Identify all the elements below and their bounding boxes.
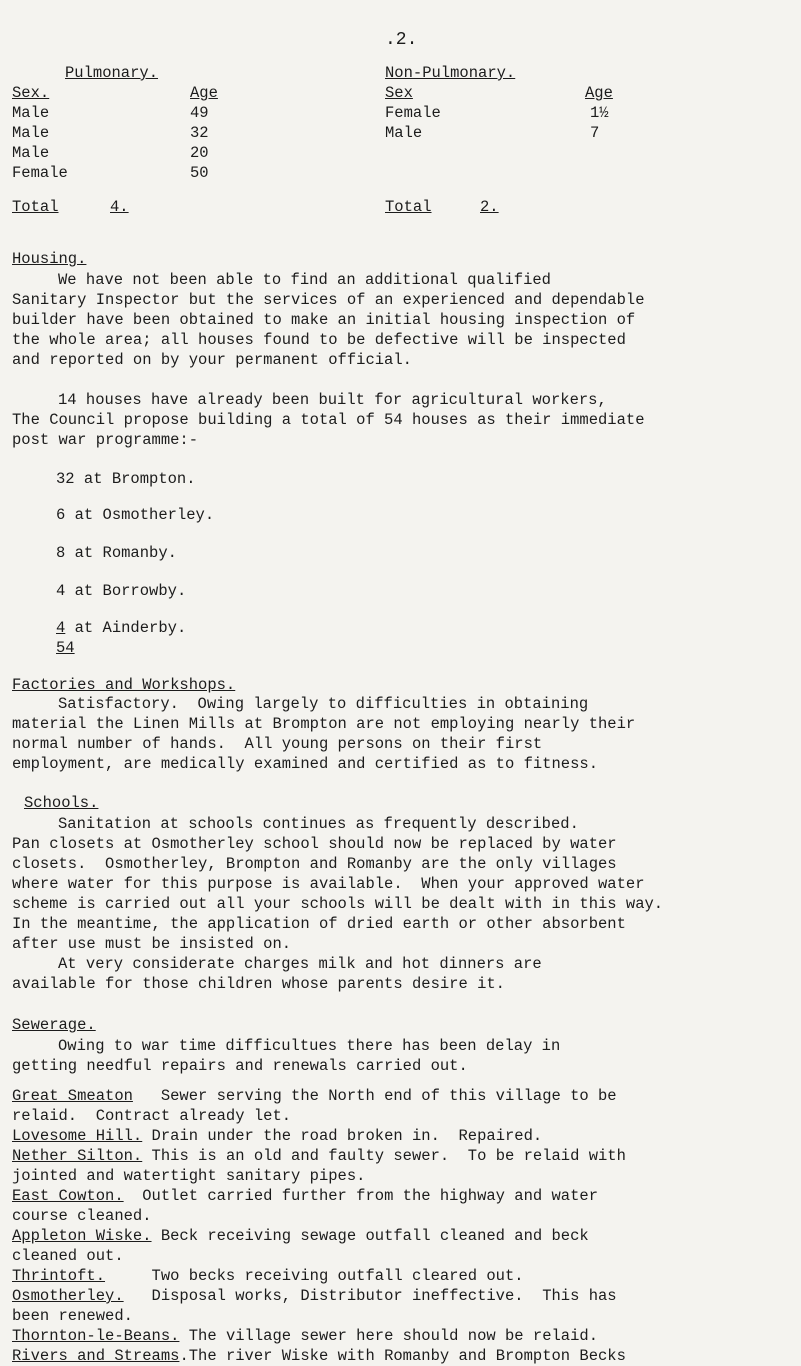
- item-text: been renewed.: [12, 1307, 133, 1325]
- item-text: Disposal works, Distributor ineffective. This has: [123, 1287, 617, 1305]
- text-line: the whole area; all houses found to be defective will be inspected: [12, 331, 626, 349]
- item-text: relaid. Contract already let.: [12, 1107, 292, 1125]
- item-text: This is an old and faulty sewer. To be relaid with: [142, 1147, 626, 1165]
- text-line: scheme is carried out all your schools will be dealt with in this way.: [12, 895, 664, 913]
- text-line: after use must be insisted on.: [12, 935, 292, 953]
- pulmonary-row-age: 49: [190, 104, 209, 122]
- non-pulmonary-col-sex: Sex: [385, 84, 413, 102]
- factories-heading: Factories and Workshops.: [12, 676, 236, 694]
- item-text: course cleaned.: [12, 1207, 152, 1225]
- schools-paragraph: [12, 814, 792, 994]
- text-line: closets. Osmotherley, Brompton and Romanby are the only villages: [12, 855, 617, 873]
- schools-heading: Schools.: [24, 794, 99, 812]
- text-line: normal number of hands. All young persons on their first: [12, 735, 543, 753]
- pulmonary-row-sex: Male: [12, 124, 50, 142]
- item-place: Lovesome Hill.: [12, 1127, 143, 1145]
- housing-town-item: [56, 544, 177, 562]
- sewerage-paragraph: [12, 1036, 792, 1076]
- pulmonary-row-sex: Female: [12, 164, 68, 182]
- pulmonary-row-sex: Male: [12, 144, 50, 162]
- housing-town-total: 54: [56, 639, 75, 657]
- text-line: At very considerate charges milk and hot dinners are: [58, 955, 542, 973]
- text-line: Satisfactory. Owing largely to difficulties in obtaining: [58, 695, 589, 713]
- sewerage-item: [12, 1306, 792, 1326]
- non-pulmonary-total-value: 2.: [480, 198, 499, 216]
- text-line: available for those children whose parents desire it.: [12, 975, 505, 993]
- non-pulmonary-row-sex: Female: [385, 104, 441, 122]
- pulmonary-total-label: Total: [12, 198, 59, 216]
- page-number: .2.: [385, 30, 418, 50]
- item-place: Nether Silton.: [12, 1147, 143, 1165]
- item-text: .The river Wiske with Romanby and Brompton Becks: [179, 1347, 626, 1365]
- item-place: Thornton-le-Beans.: [12, 1327, 180, 1345]
- housing-town-item: [40, 619, 186, 637]
- item-place: Thrintoft.: [12, 1267, 106, 1285]
- non-pulmonary-heading: Non-Pulmonary.: [385, 64, 516, 82]
- sewerage-item: [12, 1186, 792, 1206]
- text-line: where water for this purpose is available. When your approved water: [12, 875, 645, 893]
- text-line: Owing to war time difficultues there has been delay in: [58, 1037, 561, 1055]
- town-count: 8: [56, 544, 66, 562]
- sewerage-item: [12, 1086, 792, 1106]
- town-place: at Romanby.: [74, 544, 177, 562]
- text-line: builder have been obtained to make an initial housing inspection of: [12, 311, 636, 329]
- item-place: Appleton Wiske.: [12, 1227, 152, 1245]
- non-pulmonary-row-age: 1½: [590, 104, 609, 122]
- text-line: The Council propose building a total of 54 houses as their immediate: [12, 411, 645, 429]
- pulmonary-row-age: 20: [190, 144, 209, 162]
- town-place: at Borrowby.: [74, 582, 187, 600]
- sewerage-item: [12, 1146, 792, 1166]
- town-count: 4: [56, 619, 66, 637]
- town-place: at Brompton.: [83, 470, 196, 488]
- factories-paragraph: [12, 694, 792, 774]
- item-place: Rivers and Streams: [12, 1347, 180, 1365]
- text-line: Sanitary Inspector but the services of an experienced and dependable: [12, 291, 645, 309]
- town-count: 32: [56, 470, 75, 488]
- pulmonary-total-value: 4.: [110, 198, 129, 216]
- pulmonary-row-sex: Male: [12, 104, 50, 122]
- sewerage-item: [12, 1206, 792, 1226]
- item-text: Two becks receiving outfall cleared out.: [105, 1267, 524, 1285]
- item-text: cleaned out.: [12, 1247, 124, 1265]
- housing-heading: Housing.: [12, 250, 87, 268]
- sewerage-heading: Sewerage.: [12, 1016, 96, 1034]
- pulmonary-heading: Pulmonary.: [65, 64, 159, 82]
- sewerage-item: [12, 1166, 792, 1186]
- item-place: Osmotherley.: [12, 1287, 124, 1305]
- non-pulmonary-total-label: Total: [385, 198, 432, 216]
- town-place: at Ainderby.: [74, 619, 187, 637]
- sewerage-item: [12, 1106, 792, 1126]
- item-text: Sewer serving the North end of this village to be: [132, 1087, 617, 1105]
- text-line: and reported on by your permanent official.: [12, 351, 412, 369]
- sewerage-item: [12, 1226, 792, 1246]
- item-place: Great Smeaton: [12, 1087, 133, 1105]
- text-line: post war programme:-: [12, 431, 199, 449]
- sewerage-item: [12, 1266, 792, 1286]
- item-text: Drain under the road broken in. Repaired.: [142, 1127, 543, 1145]
- pulmonary-row-age: 32: [190, 124, 209, 142]
- town-count: 4: [56, 582, 66, 600]
- non-pulmonary-row-sex: Male: [385, 124, 423, 142]
- text-line: employment, are medically examined and certified as to fitness.: [12, 755, 598, 773]
- text-line: We have not been able to find an additional qualified: [58, 271, 551, 289]
- pulmonary-col-age: Age: [190, 84, 218, 102]
- text-line: Pan closets at Osmotherley school should now be replaced by water: [12, 835, 617, 853]
- text-line: Sanitation at schools continues as frequently described.: [58, 815, 579, 833]
- item-text: Beck receiving sewage outfall cleaned and beck: [151, 1227, 589, 1245]
- text-line: getting needful repairs and renewals carried out.: [12, 1057, 468, 1075]
- sewerage-items: [12, 1086, 792, 1366]
- item-text: Outlet carried further from the highway and water: [123, 1187, 599, 1205]
- item-place: East Cowton.: [12, 1187, 124, 1205]
- text-line: In the meantime, the application of dried earth or other absorbent: [12, 915, 626, 933]
- pulmonary-col-sex: Sex.: [12, 84, 50, 102]
- non-pulmonary-col-age: Age: [585, 84, 613, 102]
- town-place: at Osmotherley.: [74, 506, 215, 524]
- sewerage-item: [12, 1326, 792, 1346]
- text-line: 14 houses have already been built for agricultural workers,: [58, 391, 607, 409]
- sewerage-item: [12, 1126, 792, 1146]
- non-pulmonary-row-age: 7: [590, 124, 600, 142]
- housing-paragraph-1: [12, 270, 792, 370]
- text-line: material the Linen Mills at Brompton are not employing nearly their: [12, 715, 636, 733]
- housing-town-item: [56, 582, 186, 600]
- sewerage-item: [12, 1246, 792, 1266]
- housing-town-item: [56, 506, 214, 524]
- pulmonary-row-age: 50: [190, 164, 209, 182]
- item-text: jointed and watertight sanitary pipes.: [12, 1167, 366, 1185]
- housing-town-item: [56, 470, 196, 488]
- item-text: The village sewer here should now be relaid.: [179, 1327, 599, 1345]
- town-count: 6: [56, 506, 66, 524]
- housing-paragraph-2: [12, 390, 792, 450]
- sewerage-item: [12, 1346, 792, 1366]
- sewerage-item: [12, 1286, 792, 1306]
